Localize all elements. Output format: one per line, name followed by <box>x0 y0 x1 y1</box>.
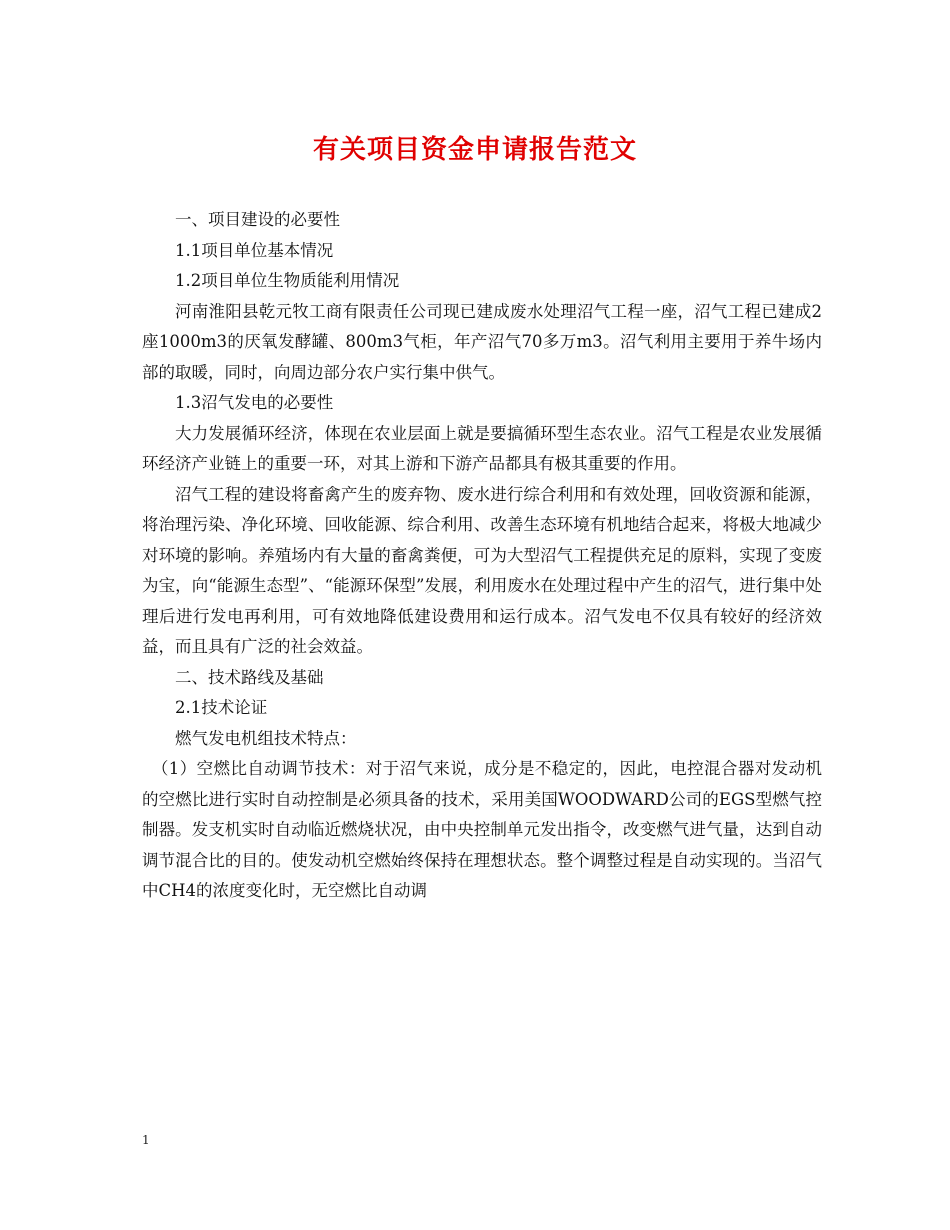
page-number: 1 <box>142 1133 150 1147</box>
heading-1-1: 1.1项目单位基本情况 <box>175 240 334 260</box>
paragraph-generator-features: 燃气发电机组技术特点： <box>175 728 357 748</box>
paragraph-air-fuel-control: （1）空燃比自动调节技术：对于沼气来说，成分是不稳定的，因此，电控混合器对发动机的空燃比进行实时自动控制是必须具备的技术，采用美国WOODWARD公司的EGS型燃气控制器。发支机实时自动临近燃烧状况，由中央控制单元发出指令，改变燃气进气量，达到自动调节混合比的目的。使发动机空燃始终保持在理想状态。整个调整过程是自动实现的。当沼气中CH4的浓度变化时，无空燃比自动调 <box>142 759 822 900</box>
paragraph-circular-economy: 大力发展循环经济，体现在农业层面上就是要搞循环型生态农业。沼气工程是农业发展循环经济产业链上的重要一环，对其上游和下游产品都具有极其重要的作用。 <box>142 423 822 473</box>
heading-1-2: 1.2项目单位生物质能利用情况 <box>175 271 400 290</box>
heading-2-1: 2.1技术论证 <box>175 698 268 717</box>
heading-section-2: 二、技术路线及基础 <box>175 667 324 687</box>
paragraph-biogas-benefits: 沼气工程的建设将畜禽产生的废弃物、废水进行综合利用和有效处理，回收资源和能源，将治理污染、净化环境、回收能源、综合利用、改善生态环境有机地结合起来，将极大地减少对环境的影响。养殖场内有大量的畜禽粪便，可为大型沼气工程提供充足的原料，实现了变废为宝，向“能源生态型”、“能源环保型”发展，利用废水在处理过程中产生的沼气，进行集中处理后进行发电再利用，可有效地降低建设费用和运行成本。沼气发电不仅具有较好的经济效益，而且具有广泛的社会效益。 <box>142 484 822 656</box>
heading-section-1: 一、项目建设的必要性 <box>175 210 340 229</box>
heading-1-3: 1.3沼气发电的必要性 <box>175 393 334 412</box>
document-title: 有关项目资金申请报告范文 <box>312 135 637 165</box>
document-body <box>142 205 822 907</box>
paragraph-biomass-usage: 河南淮阳县乾元牧工商有限责任公司现已建成废水处理沼气工程一座，沼气工程已建成2座1000m3的厌氧发酵罐、800m3气柜，年产沼气70多万m3。沼气利用主要用于养牛场内部的取暖，同时，向周边部分农户实行集中供气。 <box>142 301 822 382</box>
